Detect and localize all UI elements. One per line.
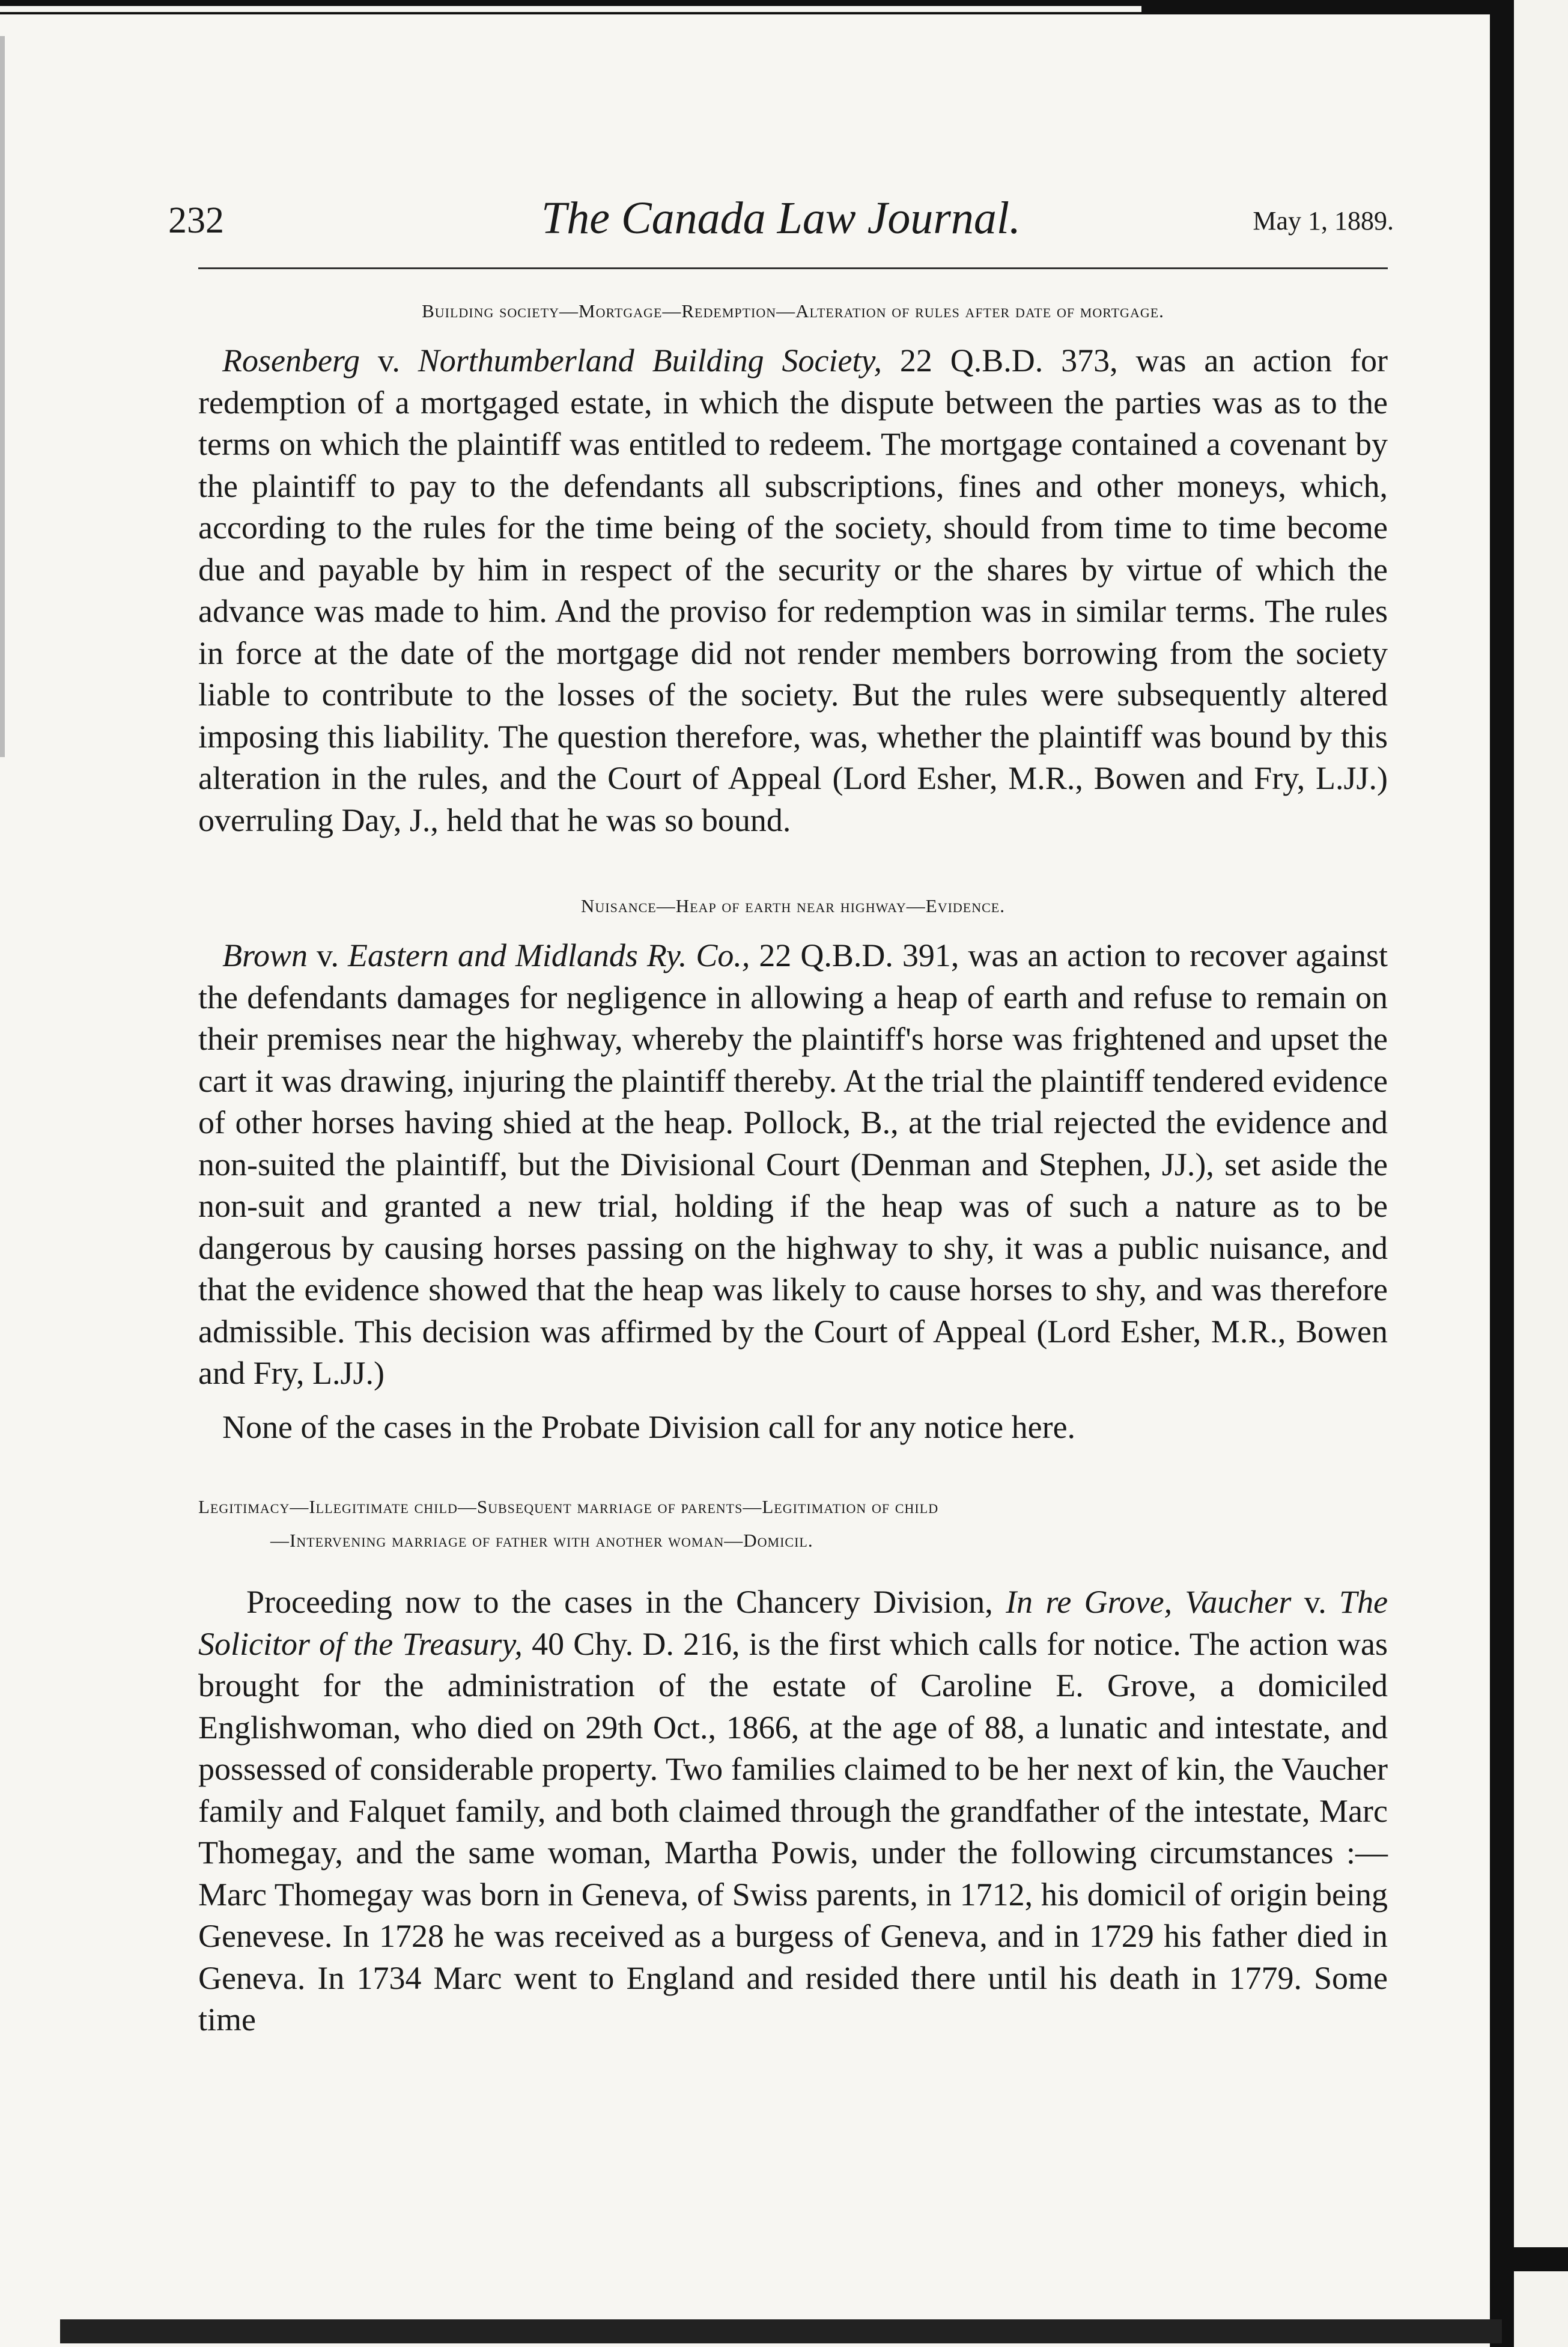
case-name: Northumberland Building Society,	[418, 342, 882, 379]
running-head	[168, 192, 1394, 258]
case-paragraph-rosenberg: Rosenberg v. Northumberland Building Society, 22 Q.B.D. 373, was an action for redemption of a mortgaged estate, in which the dispute between the parties was as to the terms on which the plaintiff was entitled to redeem. The mortgage contained a covenant by the plaintiff to pay to the defendants all subscriptions, fines and other moneys, which, according to the rules for the time being of the society, should from time to time become due and payable by him in respect of the security or the shares by virtue of which the advance was made to him. And the proviso for redemption was in similar terms. The rules in force at the date of the mortgage did not render members borrowing from the society liable to contribute to the losses of the society. But the rules were subsequently altered imposing this liability. The question therefore, was, whether the plaintiff was bound by this alteration in the rules, and the Court of Appeal (Lord Esher, M.R., Bowen and Fry, L.JJ.) overruling Day, J., held that he was so bound.	[198, 342, 1388, 838]
case-body: 40 Chy. D. 216, is the first which calls for notice. The action was brought for the administration of the estate of Caroline E. Grove, a domiciled Englishwoman, who died on 29th Oct., 1866, at the age of 88, a lunatic and intestate, and possessed of considerable property. Two families claimed to be her next of kin, the Vaucher family and Falquet family, and both claimed through the grandfather of the intestate, Marc Thomegay, and the same woman, Martha Powis, under the following circumstances :—Marc Thomegay was born in Geneva, of Swiss parents, in 1712, his domicil of origin being Genevese. In 1728 he was received as a burgess of Geneva, and in 1729 his father died in Geneva. In 1734 Marc went to England and resided there until his death in 1779. Some time	[198, 1625, 1388, 2038]
case-name: Brown	[222, 937, 308, 973]
scan-border-bottom	[60, 2319, 1502, 2343]
journal-title: The Canada Law Journal.	[541, 193, 1021, 243]
scan-border-top-gap	[0, 6, 1141, 12]
case-paragraph-grove: Proceeding now to the cases in the Chancery Division, In re Grove, Vaucher v. The Solicitor of the Treasury, 40 Chy. D. 216, is the first which calls for notice. The action was brought for the administration of the estate of Caroline E. Grove, a domiciled Englishwoman, who died on 29th Oct., 1866, at the age of 88, a lunatic and intestate, and possessed of considerable property. Two families claimed to be her next of kin, the Vaucher family and Falquet family, and both claimed through the grandfather of the intestate, Marc Thomegay, and the same woman, Martha Powis, under the following circumstances :—Marc Thomegay was born in Geneva, of Swiss parents, in 1712, his domicil of origin being Genevese. In 1728 he was received as a burgess of Geneva, and in 1729 his father died in Geneva. In 1734 Marc went to England and resided there until his death in 1779. Some time	[198, 1584, 1388, 2038]
section-heading-nuisance: Nuisance—Heap of earth near highway—Evidence.	[581, 895, 1005, 916]
page-number: 232	[168, 200, 224, 241]
scan-margin-right	[1514, 0, 1568, 2347]
probate-note: None of the cases in the Probate Division call for any notice here.	[222, 1408, 1076, 1445]
scan-border-right	[1490, 0, 1514, 2347]
section-heading-legitimacy: Legitimacy—Illegitimate child—Subsequent marriage of parents—Legitimation of child —Intervening marriage of father with another woman—Domicil.	[198, 1496, 939, 1551]
case-name: Eastern and Midlands Ry. Co.,	[347, 937, 750, 973]
scan-border-right-foot	[1514, 2247, 1568, 2271]
case-paragraph-brown: Brown v. Eastern and Midlands Ry. Co., 22 Q.B.D. 391, was an action to recover against the defendants damages for negligence in allowing a heap of earth and refuse to remain on their premises near the highway, whereby the plaintiff's horse was frightened and upset the cart it was drawing, injuring the plaintiff thereby. At the trial the plaintiff tendered evidence of other horses having shied at the heap. Pollock, B., at the trial rejected the evidence and non-suited the plaintiff, but the Divisional Court (Denman and Stephen, JJ.), set aside the non-suit and granted a new trial, holding if the heap was of such a nature as to be dangerous by causing horses passing on the highway to shy, it was a public nuisance, and that the evidence showed that the heap was likely to cause horses to shy, and was therefore admissible. This decision was affirmed by the Court of Appeal (Lord Esher, M.R., Bowen and Fry, L.JJ.)	[198, 937, 1388, 1391]
issue-date: May 1, 1889.	[1253, 206, 1394, 236]
case-name: The Solicitor of the Treasury,	[198, 1584, 1388, 1662]
header-rule	[198, 267, 1388, 269]
case-name: Rosenberg	[222, 342, 360, 379]
case-name: In re Grove, Vaucher	[1006, 1584, 1292, 1620]
scan-edge-left	[0, 36, 5, 757]
section-heading-building-society: Building society—Mortgage—Redemption—Alteration of rules after date of mortgage.	[422, 300, 1164, 321]
case-body: 22 Q.B.D. 373, was an action for redemption of a mortgaged estate, in which the dispute between the parties was as to the terms on which the plaintiff was entitled to redeem. The mortgage contained a covenant by the plaintiff to pay to the defendants all subscriptions, fines and other moneys, which, according to the rules for the time being of the society, should from time to time become due and payable by him in respect of the security or the shares by virtue of which the advance was made to him. And the proviso for redemption was in similar terms. The rules in force at the date of the mortgage did not render members borrowing from the society liable to contribute to the losses of the society. But the rules were subsequently altered imposing this liability. The question therefore, was, whether the plaintiff was bound by this alteration in the rules, and the Court of Appeal (Lord Esher, M.R., Bowen and Fry, L.JJ.) overruling Day, J., held that he was so bound.	[198, 342, 1388, 838]
page-body	[198, 294, 1388, 2041]
case-body: 22 Q.B.D. 391, was an action to recover against the defendants damages for negligence in allowing a heap of earth and refuse to remain on their premises near the highway, whereby the plaintiff's horse was frightened and upset the cart it was drawing, injuring the plaintiff thereby. At the trial the plaintiff tendered evidence of other horses having shied at the heap. Pollock, B., at the trial rejected the evidence and non-suited the plaintiff, but the Divisional Court (Denman and Stephen, JJ.), set aside the non-suit and granted a new trial, holding if the heap was of such a nature as to be dangerous by causing horses passing on the highway to shy, it was a public nuisance, and that the evidence showed that the heap was likely to cause horses to shy, and was therefore admissible. This decision was affirmed by the Court of Appeal (Lord Esher, M.R., Bowen and Fry, L.JJ.)	[198, 937, 1388, 1391]
